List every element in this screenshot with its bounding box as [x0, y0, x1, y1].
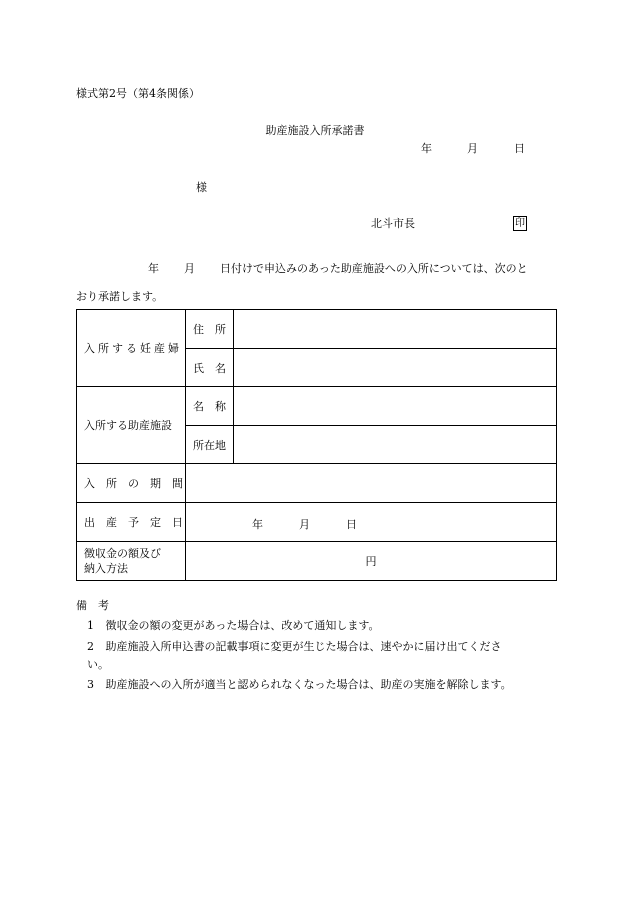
date-day-label: 日 [514, 142, 525, 155]
issuer-name: 北斗市長 [371, 217, 415, 230]
due-month: 月 [299, 518, 310, 531]
period-label: 入 所 の 期 間 [77, 464, 186, 503]
due-day: 日 [346, 518, 357, 531]
document-title: 助産施設入所承諾書 [265, 124, 365, 137]
due-year: 年 [252, 518, 263, 531]
fee-unit: 円 [365, 555, 377, 568]
table-row [77, 387, 557, 426]
fee-label [77, 542, 186, 581]
note-item [87, 620, 380, 631]
approval-table [76, 309, 557, 581]
fee-value[interactable] [186, 542, 557, 581]
facility-location-label: 所在地 [186, 426, 234, 464]
note-continuation: い。 [87, 658, 109, 671]
facility-name-label: 名 称 [186, 387, 234, 426]
date-month-label: 月 [467, 142, 478, 155]
table-row [77, 503, 557, 542]
facility-name-value[interactable] [234, 387, 557, 426]
note-number: 3 [87, 678, 94, 691]
note-number: 1 [87, 619, 94, 632]
seal-mark: 印 [515, 218, 525, 229]
recipient-honorific: 様 [196, 181, 207, 194]
body-text-line2: おり承諾します。 [76, 290, 164, 303]
due-date-label: 出 産 予 定 日 [77, 503, 186, 542]
note-text: 徴収金の額の変更があった場合は、改めて通知します。 [105, 619, 380, 632]
table-row [77, 310, 557, 349]
body-text-line1: 日付けで申込みのあった助産施設への入所については、次のと [220, 262, 528, 275]
name-label: 氏 名 [186, 349, 234, 387]
body-year: 年 [148, 262, 159, 275]
note-item [87, 641, 502, 652]
name-value[interactable] [234, 349, 557, 387]
notes-heading: 備 考 [76, 599, 109, 612]
fee-label-line1: 徴収金の額及び [84, 547, 161, 560]
period-value[interactable] [186, 464, 557, 503]
fee-label-line2: 納入方法 [84, 562, 128, 575]
body-month: 月 [184, 262, 195, 275]
facility-location-value[interactable] [234, 426, 557, 464]
note-text: 助産施設への入所が適当と認められなくなった場合は、助産の実施を解除します。 [105, 678, 512, 691]
facility-label: 入所する助産施設 [77, 387, 186, 464]
due-date-value[interactable] [186, 503, 557, 542]
note-item [87, 679, 512, 690]
note-text: 助産施設入所申込書の記載事項に変更が生じた場合は、速やかに届け出てくださ [105, 640, 502, 653]
mother-label: 入所する妊産婦 [77, 310, 186, 387]
table-row [77, 542, 557, 581]
note-number: 2 [87, 640, 94, 653]
table-row [77, 464, 557, 503]
date-year-label: 年 [421, 142, 432, 155]
form-number: 様式第2号（第4条関係） [76, 87, 200, 100]
address-label: 住 所 [186, 310, 234, 349]
address-value[interactable] [234, 310, 557, 349]
